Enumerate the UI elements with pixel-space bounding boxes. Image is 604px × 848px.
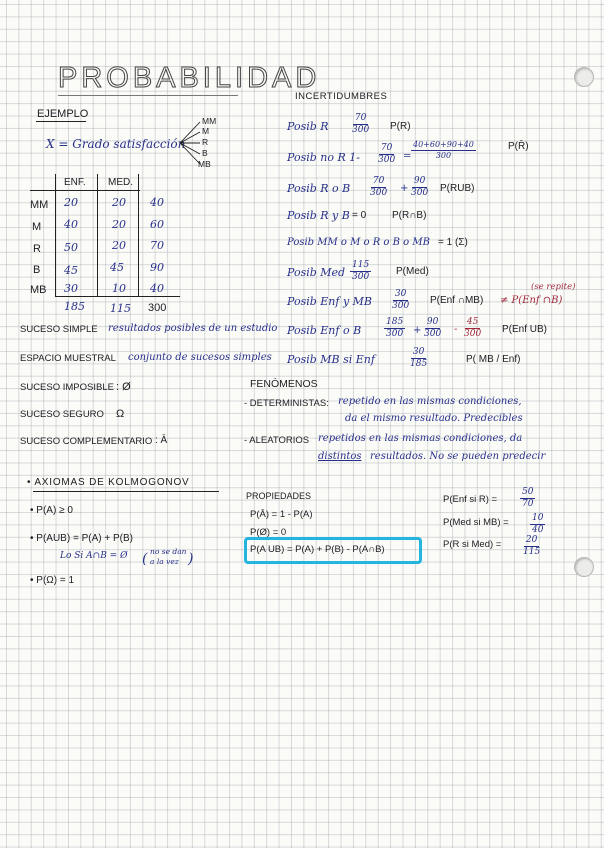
det-desc: repetido en las mismas condiciones, [338, 396, 522, 407]
cell-enf: 30 [64, 282, 78, 295]
binder-hole [574, 557, 594, 577]
table-hline [55, 296, 180, 297]
cell-med: 20 [112, 196, 126, 209]
conditional-text: P(Enf si R) = [443, 494, 498, 505]
uncert-frac: $\frac{30}{185}$ [410, 347, 428, 370]
uncert-result: P(R∩B) [392, 210, 427, 221]
ale-term: - ALEATORIOS [244, 435, 310, 446]
phenomena-heading: FENÓMENOS [250, 378, 318, 390]
uncert-frac: $\frac{185}{300}$ [386, 317, 404, 340]
def-desc: conjunto de sucesos simples [128, 352, 272, 363]
def-term: ESPACIO MUESTRAL [20, 353, 116, 364]
uncert-frac: $\frac{115}{300}$ [352, 260, 370, 283]
def-desc: : Ā [155, 435, 168, 446]
row-label: M [32, 221, 42, 233]
uncert-text: Posib MM o M o R o B o MB [287, 237, 430, 248]
def-term: SUCESO SIMPLE [20, 324, 98, 335]
uncert-frac: $\frac{70}{300}$ [378, 143, 396, 166]
conditional-text: P(R si Med) = [443, 539, 502, 550]
cell-total: 40 [150, 282, 164, 295]
row-label: MB [30, 284, 47, 296]
uncert-frac: $\frac{30}{300}$ [392, 289, 410, 312]
variable-definition: X = Grado satisfacción [46, 137, 186, 151]
axiom-item: • P(A) ≥ 0 [30, 505, 73, 516]
cell-enf: 45 [64, 264, 78, 277]
uncert-text: Posib Enf y MB [287, 295, 373, 308]
total-enf: 185 [64, 300, 85, 313]
cell-med: 45 [110, 261, 124, 274]
cell-med: 20 [112, 218, 126, 231]
table-vline [55, 174, 56, 296]
row-label: R [33, 243, 41, 255]
uncert-result: P(RUB) [440, 183, 475, 194]
uncert-frac: $\frac{90}{300}$ [424, 317, 442, 340]
cell-med: 10 [112, 282, 126, 295]
conditional-text: P(Med si MB) = [443, 517, 509, 528]
header-enf: ENF. [64, 177, 86, 188]
cell-enf: 50 [64, 241, 78, 254]
uncert-frac: $\frac{45}{300}$ [464, 317, 482, 340]
det-desc: da el mismo resultado. Predecibles [345, 413, 523, 424]
table-hline [30, 190, 140, 191]
axiom-note: Lo Si A∩B = Ø [60, 551, 128, 561]
header-med: MED. [108, 177, 133, 188]
table-vline [138, 174, 139, 296]
uncert-result: P( MB / Enf) [466, 354, 521, 365]
branch-label: R [202, 137, 209, 147]
ale-desc: resultados. No se pueden predecir [370, 451, 546, 462]
uncert-result: P(Enf UB) [502, 324, 548, 335]
page-title: PROBABILIDAD [58, 62, 321, 94]
def-term: SUCESO IMPOSIBLE [20, 382, 114, 393]
axiom-paren: ( [142, 551, 148, 567]
cell-enf: 20 [64, 196, 78, 209]
uncertainties-heading: INCERTIDUMBRES [295, 91, 388, 102]
uncert-frac: $\frac{70}{300}$ [370, 176, 388, 199]
uncert-tail: = 0 [352, 210, 367, 221]
property-highlighted: P(A UB) = P(A) + P(B) - P(A∩B) [250, 544, 385, 555]
properties-heading: PROPIEDADES [246, 491, 312, 501]
uncert-text: Posib MB si Enf [287, 353, 375, 366]
uncert-plus: + [413, 325, 422, 336]
cell-total: 60 [150, 218, 164, 231]
cell-enf: 40 [64, 218, 78, 231]
table-vline [97, 174, 98, 296]
ale-desc: repetidos en las mismas condiciones, da [318, 433, 523, 444]
example-label: EJEMPLO [37, 108, 89, 120]
def-desc: resultados posibles de un estudio [108, 323, 278, 334]
conditional-frac: $\frac{20}{115}$ [523, 535, 541, 558]
property-item: P(Ø) = 0 [250, 527, 287, 538]
uncert-result: P(Enf ∩MB) [430, 295, 484, 306]
uncert-text: Posib Med [287, 266, 346, 279]
branch-label: M [202, 126, 210, 136]
uncert-text: Posib R y B [287, 209, 350, 222]
uncert-tail: = 1 (Σ) [438, 237, 468, 248]
total-all: 300 [148, 302, 167, 314]
cell-total: 90 [150, 261, 164, 274]
def-term: SUCESO SEGURO [20, 409, 104, 420]
uncert-eq: = [403, 151, 412, 162]
uncert-minus: - [454, 324, 458, 335]
axiom-item: • P(AUB) = P(A) + P(B) [30, 533, 133, 544]
uncert-note: (se repite) [531, 282, 576, 292]
uncert-frac: $\frac{70}{300}$ [352, 113, 370, 136]
det-term: - DETERMINISTAS: [244, 398, 329, 409]
total-med: 115 [110, 302, 131, 315]
uncert-extra: ≠ P(Enf ∩B) [500, 295, 563, 306]
conditional-frac: $\frac{50}{70}$ [522, 487, 534, 510]
uncert-plus: + [400, 183, 409, 194]
axiom-paren: ) [188, 551, 194, 567]
example-underline [36, 121, 86, 122]
uncert-frac: $\frac{90}{300}$ [411, 176, 429, 199]
def-desc: Ω [116, 408, 125, 420]
branch-label: MB [198, 159, 211, 169]
row-label: B [33, 264, 41, 276]
axiom-paren-line2: a la vez [150, 557, 179, 566]
uncert-result: P(R̄) [508, 141, 529, 152]
ale-desc-distintos: distintos [318, 451, 362, 462]
title-underline [58, 95, 238, 96]
branch-label: MM [202, 116, 217, 126]
uncert-text: Posib no R 1- [287, 151, 360, 164]
uncert-text: Posib R [287, 120, 329, 133]
axioms-heading: • AXIOMAS DE KOLMOGONOV [27, 477, 190, 488]
axiom-item: • P(Ω) = 1 [30, 575, 75, 586]
branch-label: B [202, 148, 208, 158]
def-term: SUCESO COMPLEMENTARIO [20, 436, 153, 447]
cell-total: 70 [150, 239, 164, 252]
property-item: P(Ā) = 1 - P(A) [250, 509, 313, 520]
uncert-result: P(R) [390, 121, 411, 132]
def-desc: : Ø [116, 381, 131, 393]
conditional-frac: $\frac{10}{40}$ [532, 513, 544, 536]
row-label: MM [30, 199, 49, 211]
axioms-underline [33, 491, 219, 492]
cell-total: 40 [150, 196, 164, 209]
uncert-result: P(Med) [396, 266, 429, 277]
uncert-frac: $\frac{40+60+90+40}{300}$ [413, 140, 474, 161]
axiom-paren-line1: no se dan [150, 547, 187, 556]
binder-hole [574, 67, 594, 87]
uncert-text: Posib Enf o B [287, 324, 362, 337]
uncert-text: Posib R o B [287, 182, 351, 195]
cell-med: 20 [112, 239, 126, 252]
